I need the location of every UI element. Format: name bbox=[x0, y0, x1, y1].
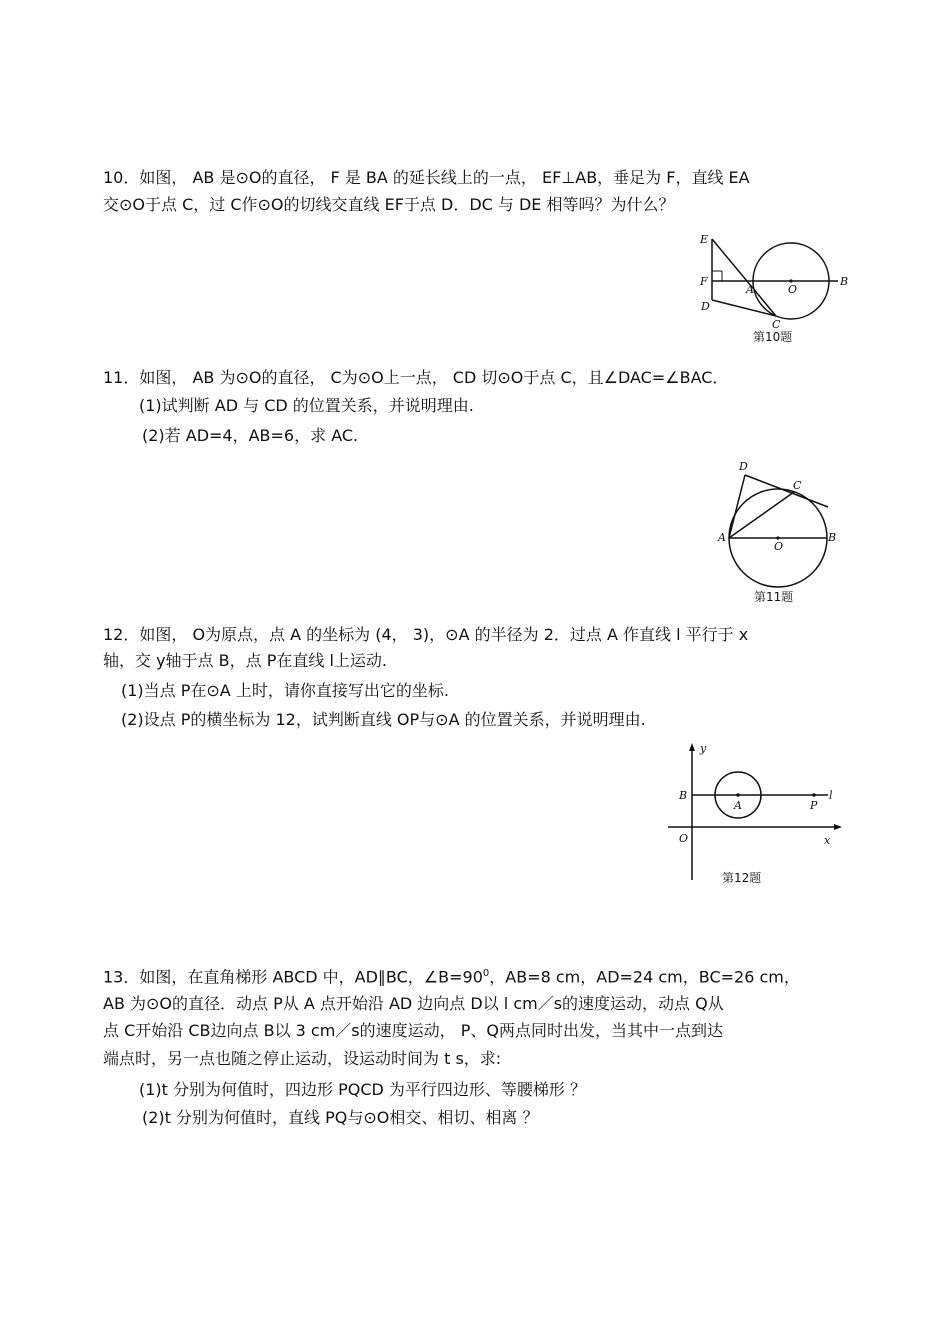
q11-text-line-1: 11．如图， AB 为⊙O的直径， C为⊙O上一点， CD 切⊙O于点 C，且∠DAC=∠BAC． bbox=[103, 368, 729, 387]
q11-figure bbox=[710, 455, 852, 607]
q10-label-C: C bbox=[772, 318, 781, 331]
q10-label-O: O bbox=[788, 283, 798, 296]
q13-part-2: (2)t 分别为何值时，直线 PQ与⊙O相交、相切、相离 ？ bbox=[142, 1108, 539, 1127]
q10-figure bbox=[700, 230, 850, 348]
q12-label-l: l bbox=[829, 789, 833, 802]
q12-part-2: (2)设点 P的横坐标为 12，试判断直线 OP与⊙A 的位置关系，并说明理由. bbox=[121, 710, 646, 729]
q12-text-line-1: 12．如图， O为原点，点 A 的坐标为 (4， 3)，⊙A 的半径为 2．过点 A 作直线 l 平行于 x bbox=[103, 625, 749, 644]
q12-label-O: O bbox=[679, 832, 689, 845]
q11-caption: 第11题 bbox=[754, 590, 794, 604]
q13-text-line-1 bbox=[103, 963, 800, 988]
q10-label-A: A bbox=[746, 283, 754, 296]
q10-label-D: D bbox=[701, 300, 710, 313]
q11-part-2: (2)若 AD=4，AB=6，求 AC. bbox=[142, 426, 359, 445]
q10-text-line-1: 10．如图， AB 是⊙O的直径， F 是 BA 的延长线上的一点， EF⊥AB，垂足为 F，直线 EA bbox=[103, 168, 750, 187]
q12-caption: 第12题 bbox=[722, 871, 762, 885]
q11-label-A: A bbox=[718, 531, 726, 544]
q11-label-O: O bbox=[774, 540, 784, 553]
q13-text-line-3: 点 C开始沿 CB边向点 B以 3 cm／s的速度运动， P、Q两点同时出发，当其中一点到达 bbox=[103, 1021, 723, 1040]
q12-label-A: A bbox=[734, 799, 742, 812]
q13-part-1: (1)t 分别为何值时，四边形 PQCD 为平行四边形、等腰梯形 ？ bbox=[139, 1080, 587, 1099]
q10-text-line-2: 交⊙O于点 C，过 C作⊙O的切线交直线 EF于点 D．DC 与 DE 相等吗？为什么？ bbox=[103, 195, 675, 214]
q12-text-line-2: 轴，交 y轴于点 B，点 P在直线 l上运动. bbox=[103, 651, 387, 670]
q13-text-line-2: AB 为⊙O的直径．动点 P从 A 点开始沿 AD 边向点 D以 l cm／s的速度运动，动点 Q从 bbox=[103, 994, 724, 1013]
q10-label-F: F bbox=[700, 275, 708, 288]
q12-part-1: (1)当点 P在⊙A 上时，请你直接写出它的坐标. bbox=[121, 681, 449, 700]
q11-label-B: B bbox=[828, 531, 837, 544]
q10-label-B: B bbox=[840, 275, 849, 288]
q12-label-B: B bbox=[679, 789, 688, 802]
q13-degree-sup: 0 bbox=[482, 968, 490, 979]
q10-label-E: E bbox=[700, 233, 709, 246]
q13-text-line-4: 端点时，另一点也随之停止运动，设运动时间为 t s，求: bbox=[103, 1049, 502, 1068]
q12-label-y: y bbox=[700, 742, 707, 755]
q11-label-C: C bbox=[793, 479, 802, 492]
q11-part-1: (1)试判断 AD 与 CD 的位置关系，并说明理由. bbox=[139, 396, 474, 415]
q12-label-x: x bbox=[824, 834, 831, 847]
q13-line1-end: ，AB=8 cm，AD=24 cm，BC=26 cm， bbox=[489, 967, 800, 987]
q10-caption: 第10题 bbox=[753, 330, 793, 344]
q12-figure bbox=[666, 740, 844, 890]
q13-line1-start: 13．如图，在直角梯形 ABCD 中，AD∥BC，∠B=90 bbox=[103, 967, 483, 987]
q11-label-D: D bbox=[739, 460, 748, 473]
q12-label-P: P bbox=[810, 799, 818, 812]
